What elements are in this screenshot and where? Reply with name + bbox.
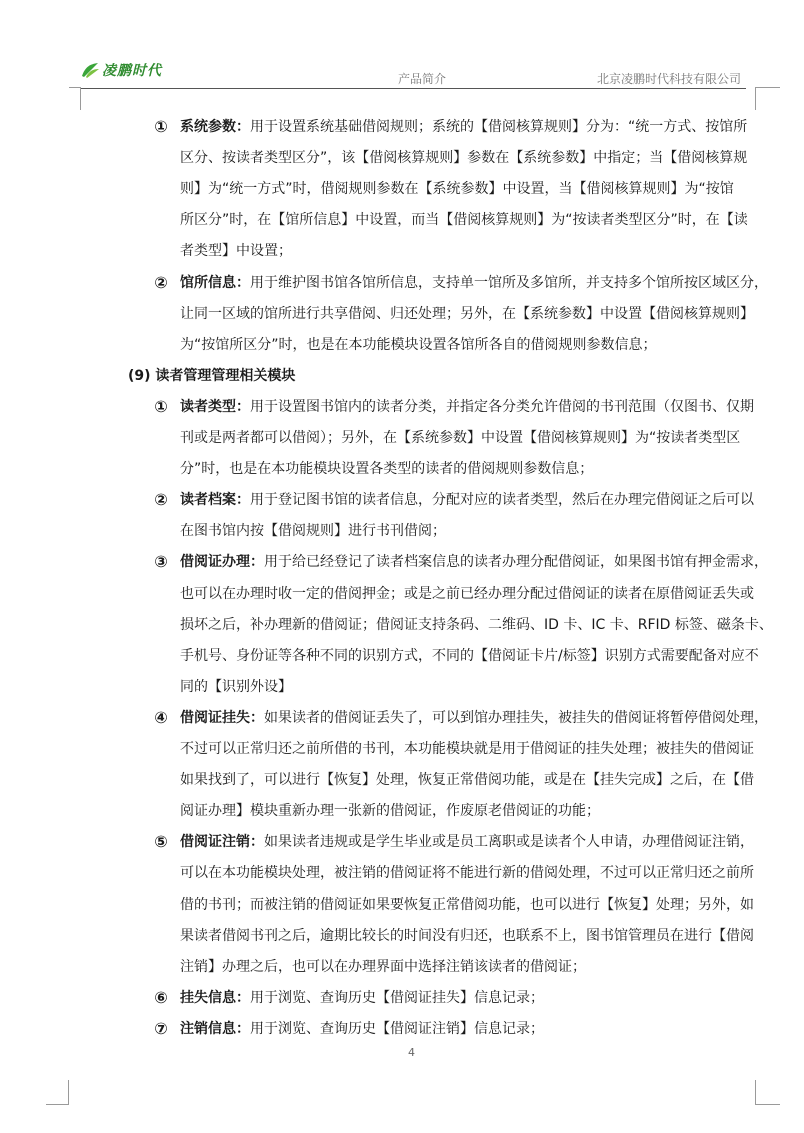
list-item-line: 如果找到了，可以进行【恢复】处理，恢复正常借阅功能，或是在【挂失完成】之后，在【借 [180, 772, 754, 789]
list-item-marker: ② [154, 490, 168, 510]
list-item-line: 借阅证挂失：如果读者的借阅证丢失了，可以到馆办理挂失，被挂失的借阅证将暂停借阅处理， [180, 709, 768, 726]
list-item-line: 注销信息：用于浏览、查询历史【借阅证注销】信息记录； [180, 1020, 544, 1037]
crop-mark-top-right [755, 87, 780, 110]
list-item-marker: ① [154, 396, 168, 416]
list-item-term: 注销信息： [180, 1020, 250, 1037]
list-item-marker: ① [154, 117, 168, 136]
list-item-marker: ③ [154, 552, 168, 572]
list-item-line: 者类型】中设置； [180, 243, 292, 260]
crop-mark-bottom-right [755, 1080, 780, 1105]
list-item-line: 借阅证注销：如果读者违规或是学生毕业或是员工离职或是读者个人申请，办理借阅证注销， [180, 834, 754, 851]
logo-text: 凌鹏时代 [102, 63, 162, 79]
list-item-line: 读者档案：用于登记图书馆的读者信息，分配对应的读者类型，然后在办理完借阅证之后可以 [180, 492, 754, 509]
list-item-line: 馆所信息：用于维护图书馆各馆所信息，支持单一馆所及多馆所，并支持多个馆所按区域区分， [180, 274, 768, 291]
list-item-line: 所区分”时，在【馆所信息】中设置，而当【借阅核算规则】为“按读者类型区分”时，在【读 [180, 212, 748, 229]
list-item-marker: ⑦ [154, 1018, 168, 1038]
list-item-term: 读者类型： [180, 398, 250, 415]
header-title: 产品简介 [398, 72, 447, 86]
list-item-line: 可以在本功能模块处理，被注销的借阅证将不能进行新的借阅处理，不过可以正常归还之前所 [180, 865, 754, 882]
list-item-term: 借阅证挂失： [180, 709, 264, 726]
header-company: 北京凌鹏时代科技有限公司 [597, 72, 742, 86]
list-item-line: 在图书馆内按【借阅规则】进行书刊借阅； [180, 523, 446, 540]
list-item-marker: ② [154, 272, 168, 292]
list-item-line: 阅证办理】模块重新办理一张新的借阅证，作废原老借阅证的功能； [180, 803, 600, 820]
list-item-term: 读者档案： [180, 492, 250, 509]
crop-mark-top-left [69, 87, 81, 110]
list-item-marker: ④ [154, 707, 168, 727]
list-item-line: 让同一区域的馆所进行共享借阅、归还处理；另外，在【系统参数】中设置【借阅核算规则】 [180, 305, 754, 322]
logo-leaf-icon [80, 61, 100, 79]
list-item-line: 刊或是两者都可以借阅）；另外，在【系统参数】中设置【借阅核算规则】为“按读者类型区 [180, 430, 741, 446]
list-item-term: 借阅证办理： [180, 554, 264, 571]
list-item-term: 借阅证注销： [180, 834, 264, 851]
list-item-line: 同的【识别外设】 [180, 678, 292, 695]
list-item-line: 读者类型：用于设置图书馆内的读者分类，并指定各分类允许借阅的书刊范围（仅图书、仅期 [180, 398, 754, 415]
page-number: 4 [408, 1046, 415, 1059]
list-item-line: 注销】办理之后，也可以在办理界面中选择注销该读者的借阅证； [180, 958, 586, 975]
list-item-marker: ⑥ [154, 987, 168, 1007]
list-item-line: 借的书刊；而被注销的借阅证如果要恢复正常借阅功能，也可以进行【恢复】处理；另外，如 [180, 896, 754, 913]
list-item-marker: ⑤ [154, 832, 168, 852]
list-item-line: 借阅证办理：用于给已经登记了读者档案信息的读者办理分配借阅证，如果图书馆有押金需求， [180, 554, 768, 571]
list-item-line: 为“按馆所区分”时，也是在本功能模块设置各馆所各自的借阅规则参数信息； [180, 336, 657, 353]
list-item-term: 挂失信息： [180, 989, 250, 1006]
crop-mark-bottom-left [46, 1080, 69, 1105]
list-item-line: 果读者借阅书刊之后，逾期比较长的时间没有归还，也联系不上，图书馆管理员在进行【借阅 [180, 927, 754, 944]
list-item-line: 分”时，也是在本功能模块设置各类型的读者的借阅规则参数信息； [180, 461, 594, 478]
list-item-line: 挂失信息：用于浏览、查询历史【借阅证挂失】信息记录； [180, 989, 544, 1006]
list-item-term: 系统参数： [180, 119, 250, 135]
list-item-line: 系统参数：用于设置系统基础借阅规则；系统的【借阅核算规则】分为：“统一方式、按馆所 [180, 119, 748, 135]
list-item-line: 则】为“统一方式”时，借阅规则参数在【系统参数】中设置，当【借阅核算规则】为“按馆 [180, 181, 734, 198]
list-item-line: 损坏之后，补办理新的借阅证；借阅证支持条码、二维码、ID 卡、IC 卡、RFID 标签、磁条卡、 [180, 616, 773, 633]
list-item-line: 也可以在办理时收一定的借阅押金；或是之前已经办理分配过借阅证的读者在原借阅证丢失或 [180, 585, 754, 602]
header-divider [80, 88, 746, 89]
list-item-line: 手机号、身份证等各种不同的识别方式，不同的【借阅证卡片/标签】识别方式需要配备对应不 [180, 647, 759, 664]
list-item-term: 馆所信息： [180, 274, 250, 291]
list-item-line: 区分、按读者类型区分”，该【借阅核算规则】参数在【系统参数】中指定；当【借阅核算规 [180, 150, 748, 167]
list-item-line: 不过可以正常归还之前所借的书刊，本功能模块就是用于借阅证的挂失处理；被挂失的借阅证 [180, 741, 754, 757]
section-title: (9) 读者管理管理相关模块 [128, 367, 296, 384]
company-logo [80, 60, 162, 80]
